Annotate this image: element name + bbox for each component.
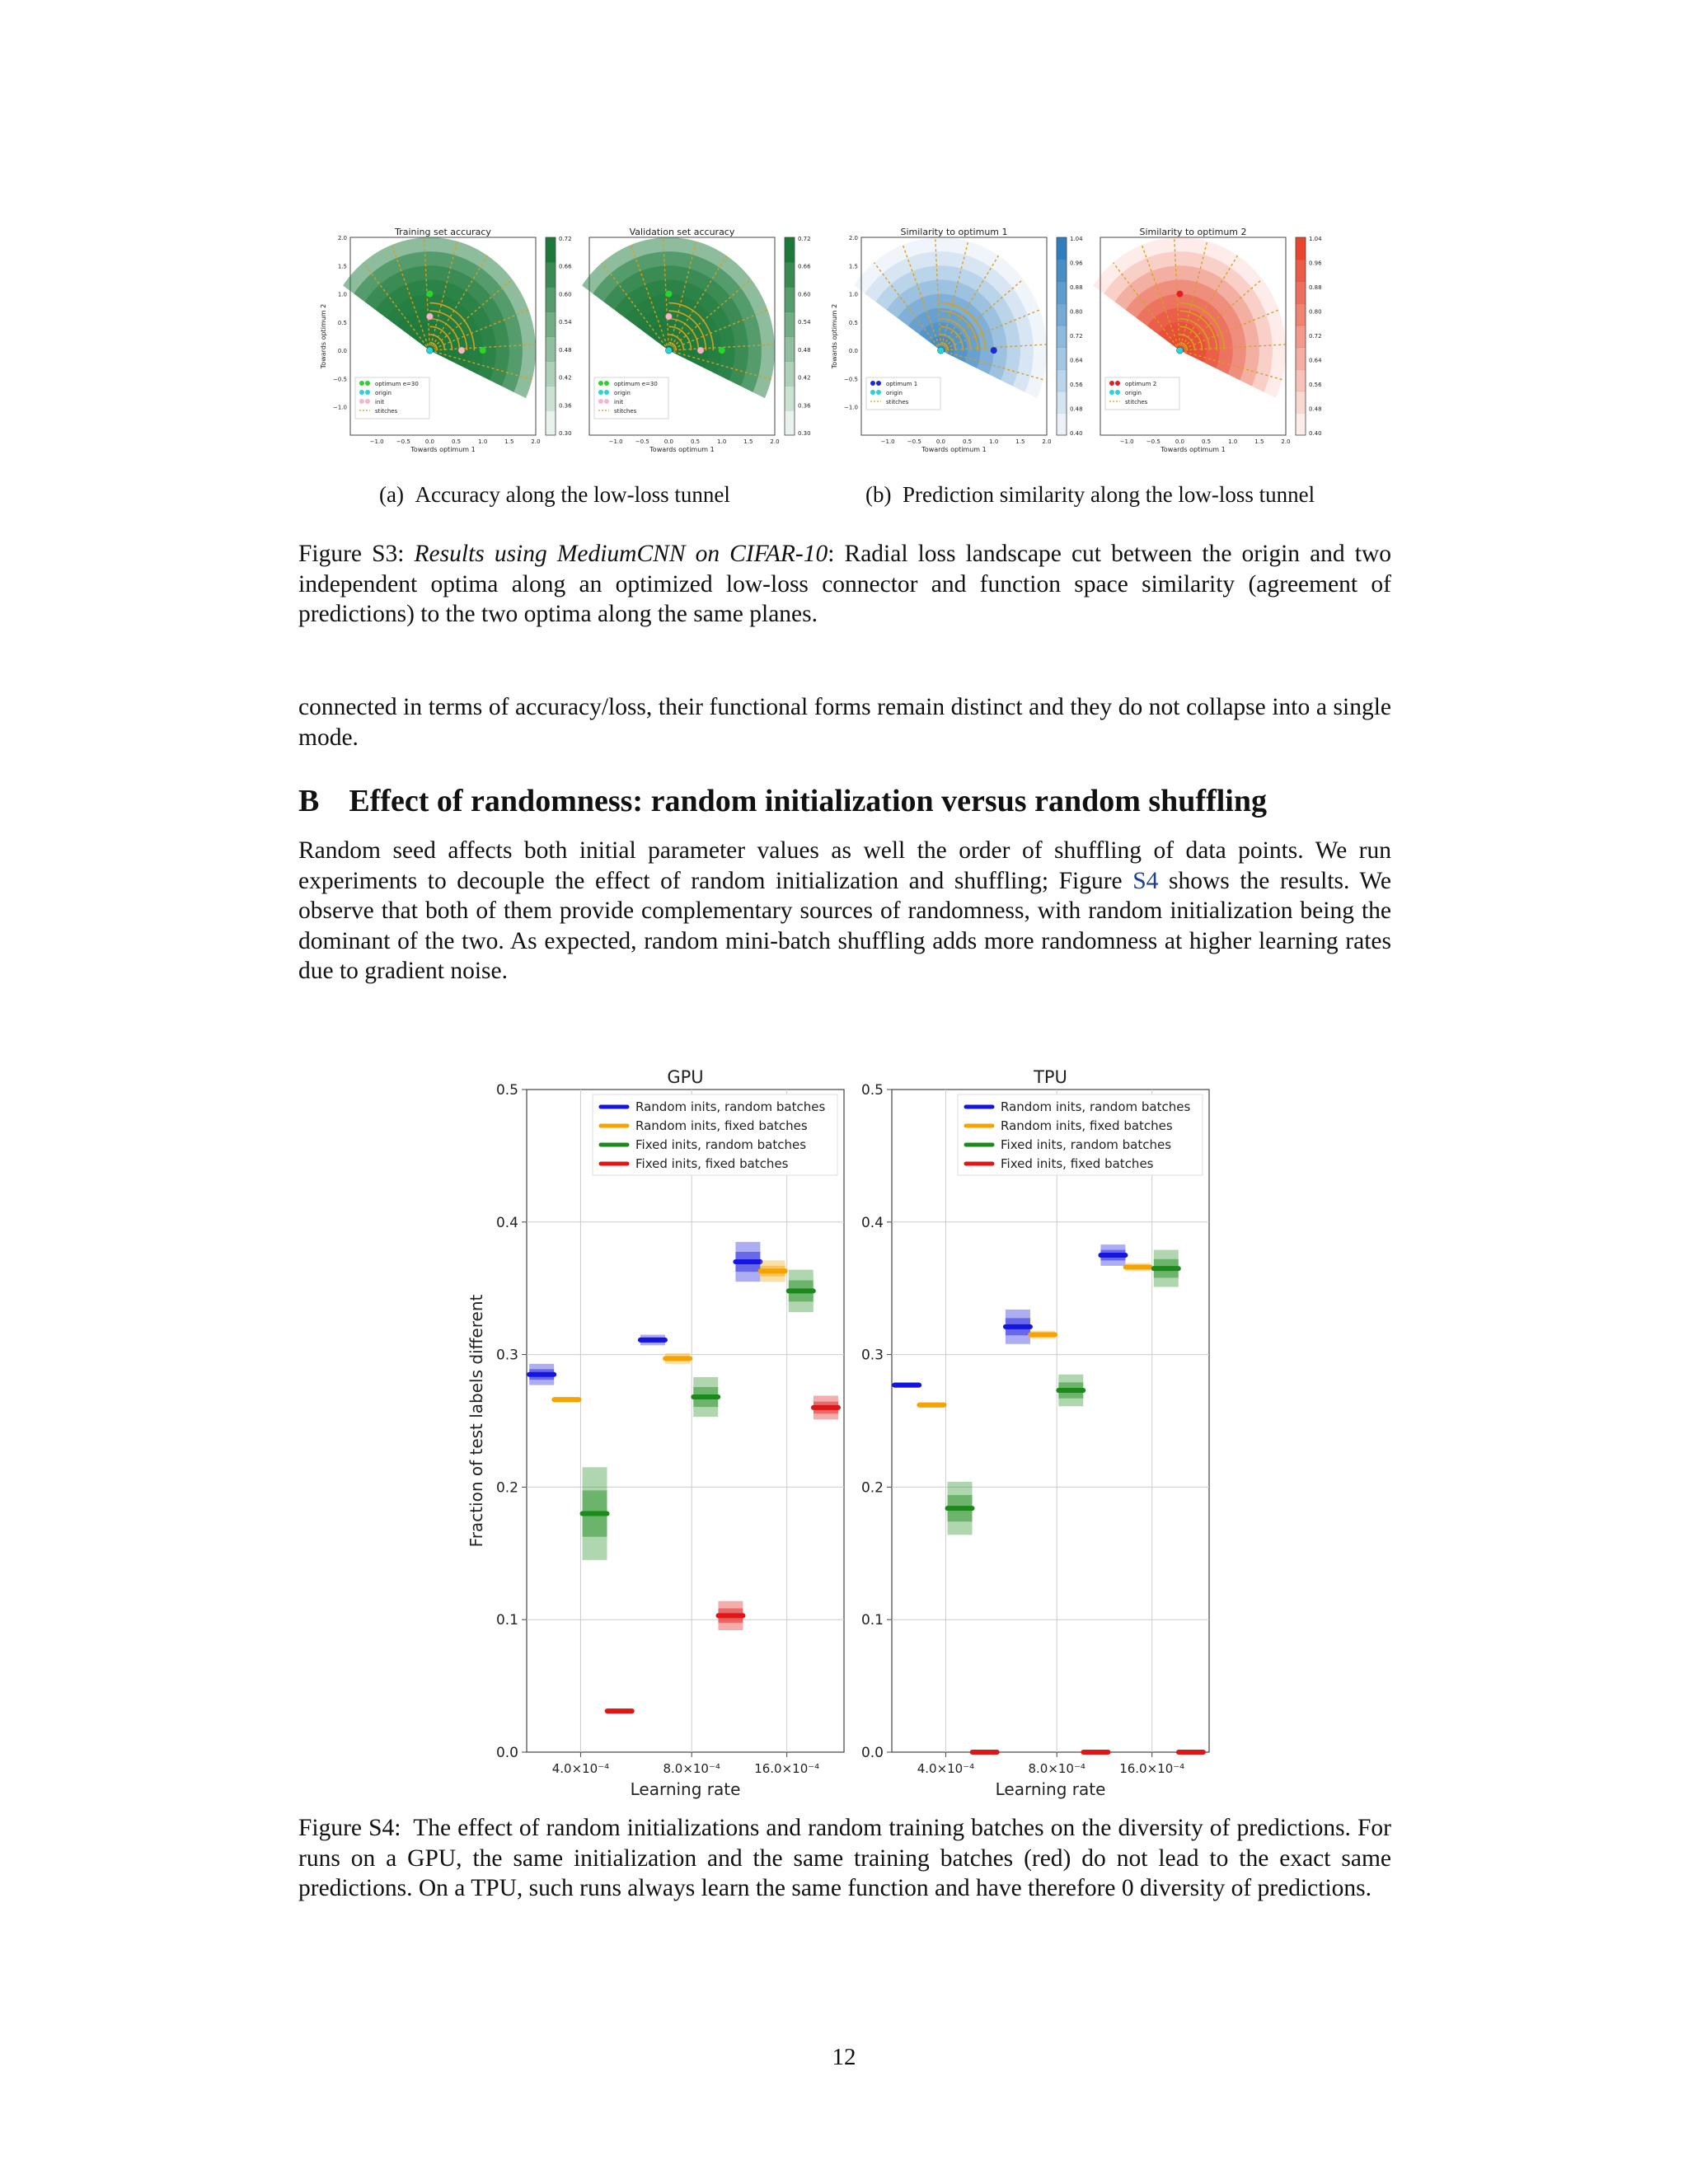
- radial-panel: [1093, 227, 1322, 453]
- radial-panel: [582, 227, 811, 453]
- y-axis-label: Towards optimum 2: [320, 303, 327, 369]
- colorbar-segment: [1057, 347, 1067, 369]
- y-tick-label: −1.0: [333, 404, 347, 411]
- colorbar-segment: [785, 237, 795, 263]
- colorbar-label: 0.96: [1309, 260, 1322, 267]
- x-tick-label: 1.0: [1228, 438, 1238, 445]
- colorbar-segment: [1296, 237, 1306, 260]
- x-axis-label: Towards optimum 1: [410, 446, 476, 453]
- legend-label: origin: [886, 390, 903, 396]
- colorbar-segment: [1296, 347, 1306, 369]
- y-tick-label: 2.0: [848, 235, 858, 241]
- init-marker: [665, 313, 672, 320]
- colorbar-label: 0.42: [798, 374, 811, 382]
- colorbar-label: 0.54: [798, 319, 811, 326]
- colorbar-segment: [785, 312, 795, 337]
- y-tick-label: 0.5: [495, 1082, 518, 1099]
- y-axis-label: Fraction of test labels different: [467, 1294, 486, 1548]
- y-tick-label: 0.2: [495, 1479, 518, 1497]
- x-tick-label: 4.0×10⁻⁴: [917, 1761, 975, 1776]
- y-tick-label: 0.5: [848, 319, 858, 326]
- radial-panel: [831, 227, 1083, 453]
- colorbar-segment: [1296, 281, 1306, 303]
- legend-swatch: [365, 381, 370, 386]
- colorbar-label: 0.56: [1070, 382, 1083, 388]
- legend-label: optimum 2: [1125, 381, 1157, 387]
- colorbar-label: 0.72: [559, 236, 572, 242]
- colorbar-label: 0.66: [798, 263, 811, 270]
- x-tick-label: 1.5: [1254, 438, 1264, 445]
- caption-label: Figure S3:: [298, 541, 415, 567]
- colorbar-segment: [546, 287, 556, 312]
- x-tick-label: 1.5: [1015, 438, 1025, 445]
- colorbar-segment: [1057, 260, 1067, 282]
- legend-swatch: [1109, 381, 1114, 386]
- paragraph-randomness: [298, 836, 1391, 987]
- y-tick-label: 0.1: [495, 1612, 518, 1629]
- x-tick-label: 0.0: [935, 438, 945, 445]
- y-tick-label: 0.0: [337, 348, 347, 355]
- legend-label: Random inits, random batches: [635, 1099, 826, 1114]
- colorbar-segment: [785, 336, 795, 362]
- colorbar-label: 0.72: [1070, 333, 1083, 340]
- figure-s3-caption: [298, 539, 1391, 630]
- colorbar-segment: [546, 386, 556, 411]
- subcaption-b: (b) Prediction similarity along the low-loss tunnel: [865, 482, 1315, 507]
- origin-marker: [1176, 347, 1183, 354]
- colorbar-segment: [1296, 326, 1306, 348]
- colorbar-segment: [785, 361, 795, 387]
- x-tick-label: 4.0×10⁻⁴: [551, 1761, 610, 1776]
- x-tick-label: −0.5: [907, 438, 921, 445]
- colorbar-label: 0.40: [1070, 430, 1083, 437]
- colorbar-label: 0.60: [798, 291, 811, 298]
- legend-swatch: [1109, 390, 1114, 395]
- chart-gpu: [467, 1067, 844, 1799]
- colorbar-label: 1.04: [1309, 236, 1322, 242]
- colorbar-segment: [1057, 237, 1067, 260]
- y-tick-label: 0.1: [860, 1612, 884, 1629]
- init-marker: [426, 313, 433, 320]
- legend-label: optimum e=30: [614, 381, 658, 387]
- figure-s4-chart: [462, 1055, 1220, 1805]
- y-tick-label: 1.0: [848, 291, 858, 298]
- legend-swatch: [365, 399, 370, 404]
- legend-label: optimum 1: [886, 381, 918, 387]
- x-tick-label: 2.0: [1042, 438, 1052, 445]
- colorbar-label: 0.60: [559, 291, 572, 298]
- colorbar-label: 0.48: [798, 346, 811, 354]
- caption-rest: : Radial loss landscape cut between the origin and two independent optima along an optimized low-loss connector and function space similarity (agreement of predictions) to the two optima along the same planes.: [298, 541, 1392, 627]
- x-tick-label: 1.0: [989, 438, 999, 445]
- colorbar-label: 0.48: [1309, 405, 1322, 413]
- colorbar-segment: [1057, 391, 1067, 414]
- section-heading: [298, 783, 1452, 819]
- y-tick-label: −0.5: [333, 376, 347, 383]
- paragraph-text-1: Random seed affects both initial parameter values as well the order of shuffling of data points. We run experiments to decouple the effect of random initialization and shuffling; Figure: [298, 837, 1391, 894]
- legend-swatch: [1115, 390, 1120, 395]
- colorbar-label: 0.64: [1309, 357, 1322, 364]
- x-tick-label: 2.0: [1281, 438, 1291, 445]
- subcaption-a: (a) Accuracy along the low-loss tunnel: [379, 482, 730, 507]
- chart-title: GPU: [667, 1067, 704, 1087]
- origin-marker: [665, 347, 672, 354]
- legend-label: Fixed inits, fixed batches: [635, 1156, 789, 1171]
- x-tick-label: −1.0: [608, 438, 623, 445]
- legend-swatch: [870, 381, 875, 386]
- chart-tpu: [861, 1067, 1209, 1799]
- colorbar-label: 0.88: [1309, 284, 1322, 291]
- colorbar-label: 0.36: [798, 402, 811, 410]
- legend-swatch: [604, 381, 609, 386]
- init-marker: [458, 347, 465, 354]
- legend-swatch: [359, 381, 364, 386]
- colorbar-label: 0.80: [1070, 308, 1083, 316]
- x-tick-label: −0.5: [1146, 438, 1160, 445]
- y-tick-label: 0.4: [860, 1214, 884, 1231]
- colorbar-segment: [546, 312, 556, 337]
- legend-label: stitches: [886, 399, 909, 405]
- x-tick-label: 8.0×10⁻⁴: [1028, 1761, 1085, 1776]
- colorbar-segment: [546, 336, 556, 362]
- optimum-marker: [426, 291, 433, 298]
- colorbar-label: 0.72: [798, 236, 811, 242]
- x-tick-label: 1.0: [478, 438, 488, 445]
- legend-label: Fixed inits, random batches: [1001, 1137, 1172, 1152]
- x-tick-label: 16.0×10⁻⁴: [754, 1761, 820, 1776]
- colorbar-segment: [785, 287, 795, 312]
- legend-label: origin: [614, 390, 631, 396]
- colorbar-segment: [546, 410, 556, 436]
- plot-frame: [527, 1090, 844, 1752]
- plot-frame: [892, 1090, 1209, 1752]
- caption-italic: Results using MediumCNN on CIFAR-10: [414, 541, 828, 567]
- colorbar-label: 1.04: [1070, 236, 1083, 242]
- y-tick-label: 0.0: [495, 1745, 518, 1761]
- x-tick-label: 0.5: [1202, 438, 1212, 445]
- legend-swatch: [598, 399, 603, 404]
- y-axis-label: Towards optimum 2: [831, 303, 838, 369]
- panel-title: Training set accuracy: [395, 227, 491, 237]
- legend-swatch: [365, 390, 370, 395]
- optimum-marker: [719, 347, 725, 354]
- colorbar-segment: [1057, 326, 1067, 348]
- section-title: Effect of randomness: random initialization versus random shuffling: [349, 784, 1267, 818]
- y-tick-label: 1.5: [848, 263, 858, 270]
- legend-swatch: [604, 399, 609, 404]
- legend-swatch: [604, 390, 609, 395]
- legend-label: Fixed inits, random batches: [635, 1137, 807, 1152]
- colorbar-label: 0.80: [1309, 308, 1322, 316]
- colorbar-label: 0.64: [1070, 357, 1083, 364]
- x-tick-label: −1.0: [880, 438, 895, 445]
- y-tick-label: −1.0: [844, 404, 858, 411]
- colorbar-segment: [1057, 303, 1067, 326]
- x-tick-label: −1.0: [369, 438, 384, 445]
- panel-title: Validation set accuracy: [629, 227, 735, 237]
- legend-label: Random inits, fixed batches: [635, 1118, 808, 1133]
- legend-label: optimum e=30: [375, 381, 419, 387]
- legend-label: init: [614, 399, 624, 405]
- init-marker: [697, 347, 704, 354]
- y-tick-label: 0.3: [860, 1347, 884, 1364]
- colorbar-segment: [1296, 391, 1306, 414]
- colorbar-label: 0.66: [559, 263, 572, 270]
- optimum-marker: [480, 347, 486, 354]
- colorbar-segment: [546, 361, 556, 387]
- x-tick-label: 0.0: [663, 438, 673, 445]
- legend-label: origin: [375, 390, 392, 396]
- x-axis-label: Learning rate: [995, 1779, 1106, 1799]
- legend-swatch: [1115, 381, 1120, 386]
- colorbar-label: 0.56: [1309, 382, 1322, 388]
- legend-label: stitches: [1125, 399, 1148, 405]
- chart-title: TPU: [1034, 1067, 1067, 1087]
- colorbar-segment: [1057, 369, 1067, 391]
- y-tick-label: 0.2: [860, 1479, 884, 1497]
- colorbar-label: 0.30: [559, 430, 572, 437]
- x-tick-label: −1.0: [1119, 438, 1134, 445]
- legend-swatch: [359, 390, 364, 395]
- y-tick-label: 0.3: [495, 1347, 518, 1364]
- figure-s4-link[interactable]: S4: [1132, 867, 1159, 894]
- legend-label: init: [375, 399, 385, 405]
- y-tick-label: 1.5: [337, 263, 347, 270]
- colorbar-segment: [1296, 369, 1306, 391]
- x-tick-label: 16.0×10⁻⁴: [1119, 1761, 1185, 1776]
- colorbar-segment: [546, 262, 556, 288]
- colorbar-segment: [785, 262, 795, 288]
- colorbar-label: 0.36: [559, 402, 572, 410]
- colorbar-segment: [1296, 303, 1306, 326]
- x-tick-label: −0.5: [396, 438, 410, 445]
- legend-label: origin: [1125, 390, 1142, 396]
- colorbar-label: 0.96: [1070, 260, 1083, 267]
- colorbar-segment: [1057, 413, 1067, 435]
- legend-label: Fixed inits, fixed batches: [1001, 1156, 1154, 1171]
- colorbar-label: 0.30: [798, 430, 811, 437]
- colorbar-label: 0.54: [559, 319, 572, 326]
- optimum-marker: [991, 347, 997, 354]
- radial-panel: [320, 227, 572, 453]
- x-tick-label: 0.5: [452, 438, 462, 445]
- section-number: B: [298, 784, 320, 818]
- y-tick-label: −0.5: [844, 376, 858, 383]
- figure-s3-panels: [313, 223, 1401, 470]
- x-tick-label: 0.5: [963, 438, 973, 445]
- colorbar-segment: [1296, 413, 1306, 435]
- page-number: 12: [832, 2044, 856, 2070]
- colorbar-segment: [785, 386, 795, 411]
- colorbar-segment: [1057, 281, 1067, 303]
- colorbar-segment: [546, 237, 556, 263]
- colorbar-label: 0.88: [1070, 284, 1083, 291]
- x-tick-label: 1.0: [717, 438, 727, 445]
- panel-title: Similarity to optimum 2: [1139, 227, 1247, 237]
- y-tick-label: 0.4: [495, 1214, 518, 1231]
- x-tick-label: 0.0: [1175, 438, 1184, 445]
- optimum-marker: [665, 291, 672, 298]
- y-tick-label: 0.5: [860, 1082, 884, 1099]
- legend-swatch: [876, 381, 881, 386]
- y-tick-label: 0.0: [860, 1745, 884, 1761]
- colorbar-segment: [785, 410, 795, 436]
- y-tick-label: 0.0: [848, 348, 858, 355]
- colorbar-label: 0.72: [1309, 333, 1322, 340]
- legend-swatch: [598, 390, 603, 395]
- x-tick-label: 2.0: [531, 438, 541, 445]
- optimum-marker: [1176, 291, 1183, 298]
- y-tick-label: 2.0: [337, 235, 347, 241]
- x-tick-label: 1.5: [743, 438, 753, 445]
- x-tick-label: 8.0×10⁻⁴: [663, 1761, 720, 1776]
- legend-swatch: [598, 381, 603, 386]
- x-tick-label: 0.0: [424, 438, 434, 445]
- paragraph-continuation: connected in terms of accuracy/loss, their functional forms remain distinct and they do not collapse into a single mode.: [298, 694, 1391, 751]
- colorbar-label: 0.48: [559, 346, 572, 354]
- legend-label: stitches: [614, 408, 637, 415]
- legend-swatch: [876, 390, 881, 395]
- x-axis-label: Towards optimum 1: [649, 446, 715, 453]
- panel-title: Similarity to optimum 1: [900, 227, 1008, 237]
- x-tick-label: −0.5: [635, 438, 649, 445]
- colorbar-label: 0.42: [559, 374, 572, 382]
- origin-marker: [426, 347, 433, 354]
- y-tick-label: 0.5: [337, 319, 347, 326]
- origin-marker: [937, 347, 944, 354]
- x-axis-label: Learning rate: [630, 1779, 741, 1799]
- x-tick-label: 2.0: [770, 438, 780, 445]
- x-axis-label: Towards optimum 1: [1160, 446, 1226, 453]
- y-tick-label: 1.0: [337, 291, 347, 298]
- x-axis-label: Towards optimum 1: [921, 446, 987, 453]
- legend-swatch: [870, 390, 875, 395]
- legend-label: Random inits, fixed batches: [1001, 1118, 1173, 1133]
- x-tick-label: 1.5: [504, 438, 514, 445]
- colorbar-label: 0.48: [1070, 405, 1083, 413]
- legend-label: stitches: [375, 408, 398, 415]
- colorbar-label: 0.40: [1309, 430, 1322, 437]
- paragraph-text-2: shows the results. We observe that both of them provide complementary sources of randomness, with random initialization being the dominant of the two. As expected, random mini-batch shuffling adds more randomness at higher learning rates due to gradient noise.: [298, 867, 1391, 984]
- x-tick-label: 0.5: [691, 438, 701, 445]
- legend-label: Random inits, random batches: [1001, 1099, 1191, 1114]
- colorbar-segment: [1296, 260, 1306, 282]
- legend-swatch: [359, 399, 364, 404]
- figure-s4-caption: Figure S4: The effect of random initializations and random training batches on the diversity of predictions. For runs on a GPU, the same initialization and the same training batches (red) do not lead to the exact same predictions. On a TPU, such runs always learn the same function and have therefore 0 diversity of predictions.: [298, 1815, 1391, 1901]
